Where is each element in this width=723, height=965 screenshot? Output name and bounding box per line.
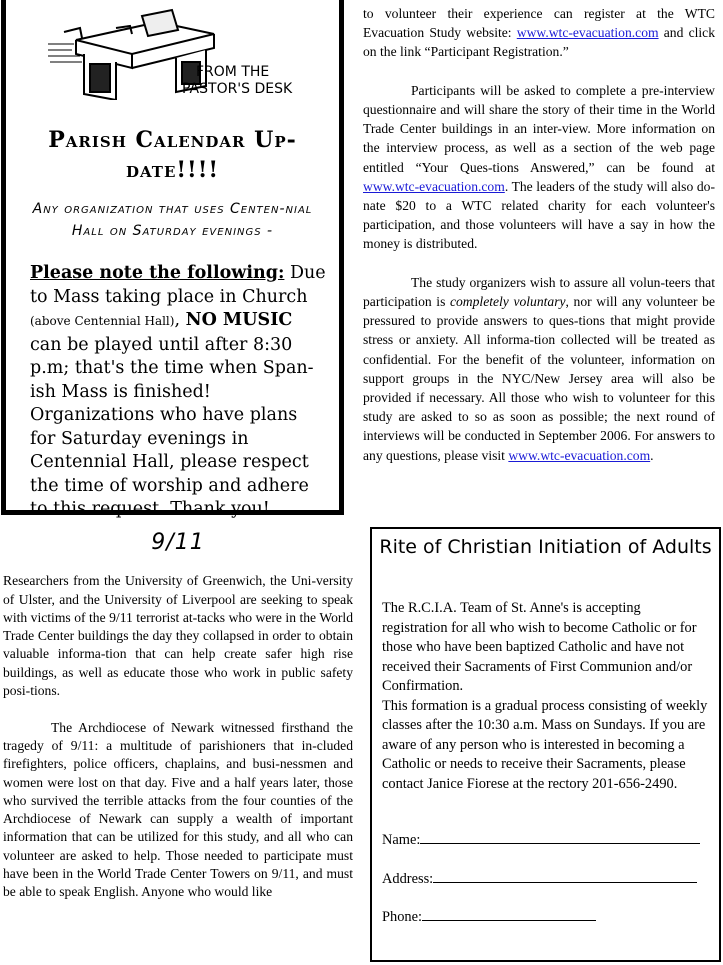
wtc-p1-text-b: and click on the link “Participant Registration.” xyxy=(363,25,716,60)
rcia-box xyxy=(370,527,721,962)
please-note-lead: Please note the following: xyxy=(30,263,285,283)
name-field[interactable] xyxy=(420,831,700,844)
note-text-b: , xyxy=(174,310,186,330)
address-label: Address: xyxy=(382,871,434,887)
wtc-evacuation-link-2[interactable]: www.wtc-evacuation.com xyxy=(363,178,505,194)
wtc-paragraph-2 xyxy=(363,81,715,254)
logo-text-line1: FROM THE xyxy=(196,64,270,80)
address-field[interactable] xyxy=(433,870,697,883)
wtc-p2-text-b: . The leaders of the study will also do-nate $20 to a WTC related charity for each volunteer's participation, and those volunteers will have a say in how the money is distributed. xyxy=(363,178,715,252)
name-form-line xyxy=(382,831,700,849)
wtc-p1-text: to volunteer their experience can register at the WTC Evacuation Study website: xyxy=(363,6,715,41)
completely-voluntary-text: completely voluntary xyxy=(449,294,566,310)
wtc-paragraph-1 xyxy=(363,4,715,62)
wtc-p3-text: The study organizers wish to assure all volun-teers that participation is xyxy=(363,274,715,310)
name-label: Name: xyxy=(382,832,421,848)
please-note-paragraph xyxy=(30,262,327,522)
note-small-text: (above Centennial Hall) xyxy=(30,314,175,328)
nine-eleven-paragraph-1: Researchers from the University of Greenwich, the Uni-versity of Ulster, and the University of Liverpool are seeking to speak with victims of the 9/11 terrorist at-tacks who were in the World Trade Center buildings the day they collapsed in order to obtain valuable informa-tion that can help create safer high rise buildings, as well as educate those who work in public safety posi-tions. xyxy=(3,573,353,699)
note-text-a: Due to Mass taking place in Church xyxy=(30,263,326,307)
nine-eleven-paragraph-2: The Archdiocese of Newark witnessed firsthand the tragedy of 9/11: a multitude of parishioners that in-cluded firefighters, police officers, chaplains, and busi-nessmen and women were lost on that day. Five and a half years later, those who survived the terrible attacks from the four counties of the Archdiocese of Newark can supply a wealth of important information that can be utilized for this study, and all who can volunteer are asked to help. Those needed to participate must have been in the World Trade Center Towers on 9/11, and must be able to speak English. Anyone who would like xyxy=(3,719,353,900)
organization-notice: Any organization that uses Centen-nial Hall on Saturday evenings - xyxy=(32,201,313,239)
phone-form-line xyxy=(382,908,596,926)
parish-calendar-title: Parish Calendar Up-date!!!! xyxy=(48,127,297,183)
rcia-paragraph-2: This formation is a gradual process consisting of weekly classes after the 10:30 a.m. Mass on Sundays. If you are aware of any person who is interested in becoming a Catholic or needs to receive their Sacraments, please contact Janice Fiorese at the rectory 201-656-2490. xyxy=(382,697,708,792)
rcia-body xyxy=(382,599,709,794)
nine-eleven-article xyxy=(3,530,353,902)
phone-label: Phone: xyxy=(382,909,422,925)
wtc-p3-text-b: , nor will any volunteer be pressured to provide answers to ques-tions that might provide stress or anxiety. All informa-tion collected will be treated as confidential. For the benefit of the volunteer, information on support groups in the NYC/New Jersey area will also be provided if necessary. All those who wish to volunteer for this study are asked to so as soon as possible; the next round of interviews will be conducted in September 2006. For answers to any questions, please visit xyxy=(363,294,715,463)
pastors-desk-box xyxy=(1,0,344,519)
logo-text-line2: PASTOR'S DESK xyxy=(182,81,293,97)
wtc-paragraph-3 xyxy=(363,273,715,465)
note-text-c: can be played until after 8:30 p.m; that's the time when Span-ish Mass is finished! Organizations who have plans for Saturday evenings in Centennial Hall, please respect the time of worship and adhere to this request. Thank you! xyxy=(30,334,314,519)
wtc-p3-text-c: . xyxy=(650,447,654,463)
address-form-line xyxy=(382,870,697,888)
nine-eleven-title: 9/11 xyxy=(151,530,205,555)
pastors-desk-logo xyxy=(46,8,306,100)
wtc-evacuation-link-3[interactable]: www.wtc-evacuation.com xyxy=(508,447,651,463)
wtc-evacuation-link-1[interactable]: www.wtc-evacuation.com xyxy=(516,25,659,41)
wtc-study-column xyxy=(363,4,715,465)
no-music-text: NO MUSIC xyxy=(185,310,293,330)
wtc-p2-text: Participants will be asked to complete a pre-interview questionnaire and will share the story of their time in the World Trade Center buildings in an inter-view. More information on the interview process, as well as a section of the web page entitled “Your Ques-tions Answered,” can be found at xyxy=(363,82,715,175)
rcia-title: Rite of Christian Initiation of Adults xyxy=(379,536,712,558)
rcia-paragraph-1: The R.C.I.A. Team of St. Anne's is accepting registration for all who wish to become Catholic or for those who have been baptized Catholic and have not received their Sacraments of First Communion and/or Confirmation. xyxy=(382,600,697,694)
phone-field[interactable] xyxy=(422,908,596,921)
